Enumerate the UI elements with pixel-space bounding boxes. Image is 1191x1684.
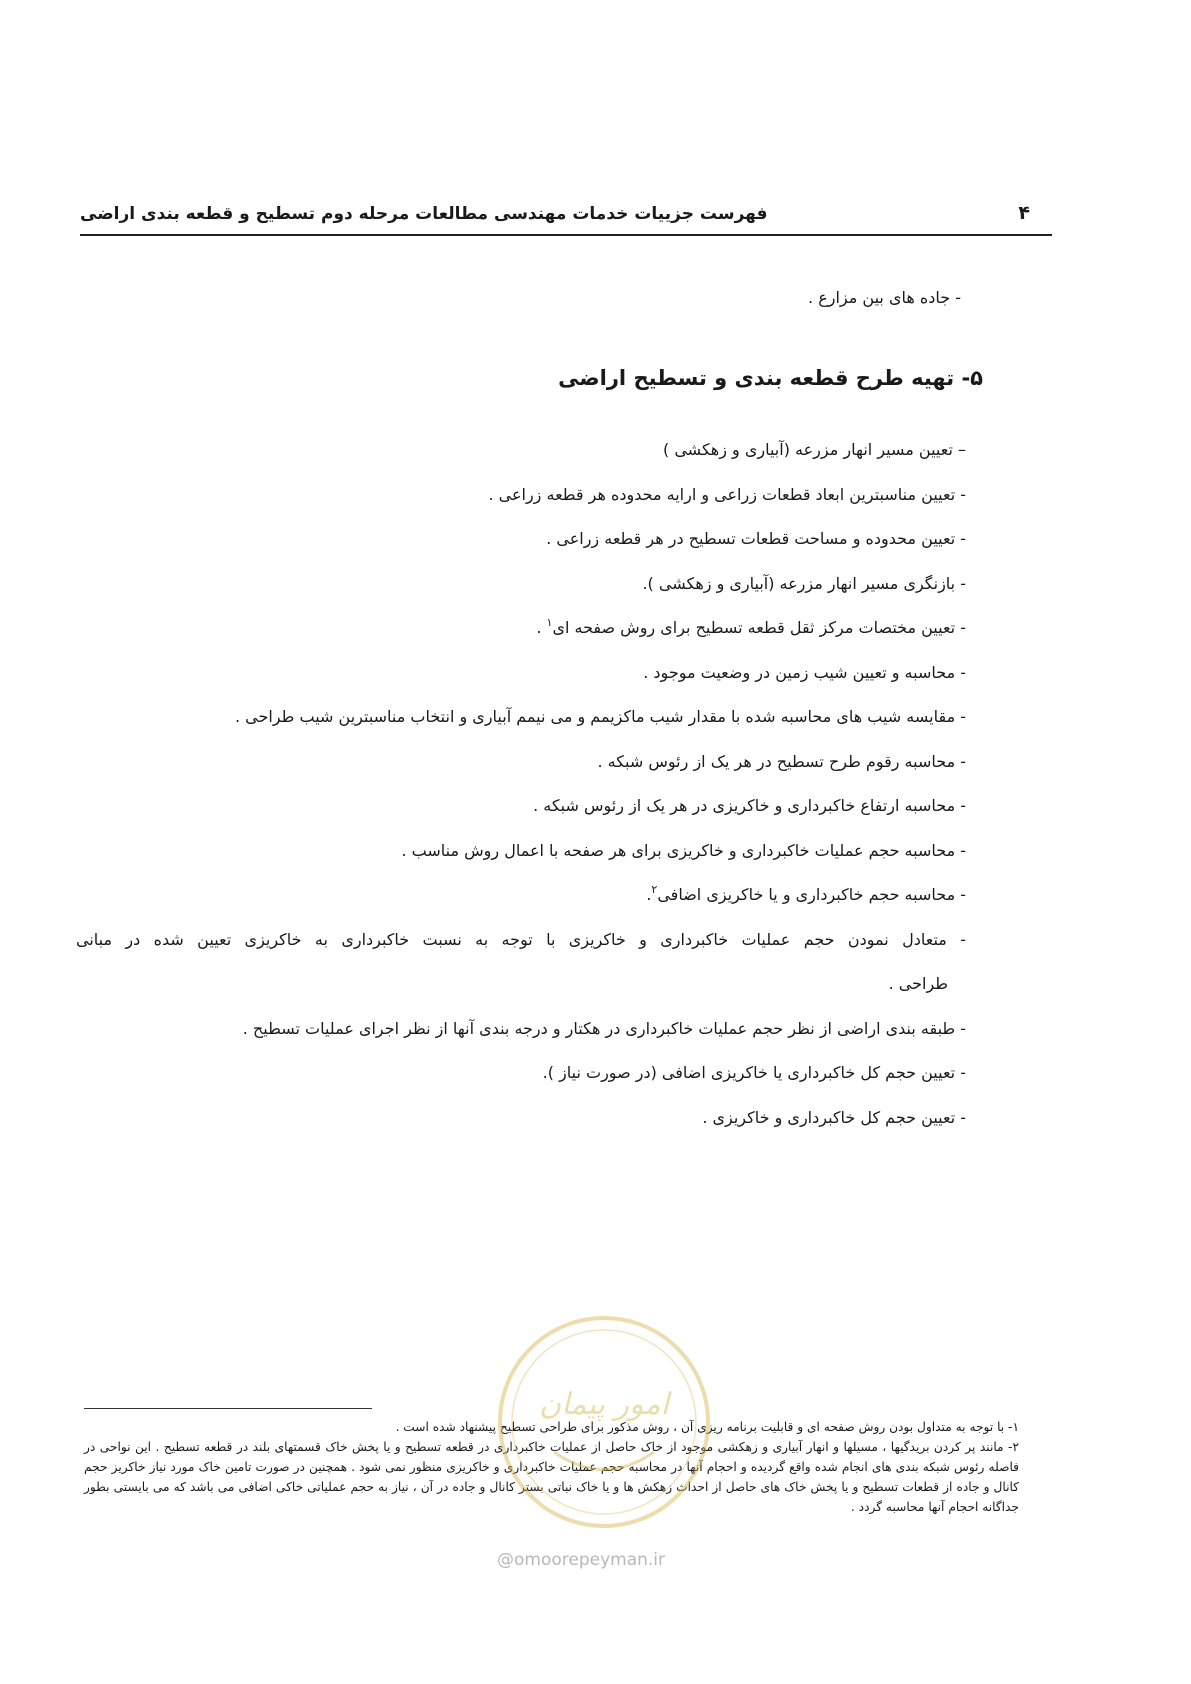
- intro-list-item: - جاده های بین مزارع .: [808, 288, 961, 307]
- list-item-text: - محاسبه و تعیین شیب زمین در وضعیت موجود .: [643, 662, 966, 682]
- section-heading: ۵- تهیه طرح قطعه بندی و تسطیح اراضی: [558, 366, 983, 390]
- list-item: [76, 695, 966, 740]
- list-item: [76, 428, 966, 473]
- list-item: [76, 740, 966, 785]
- list-item-text: - متعادل نمودن حجم عملیات خاکبرداری و خاکریزی با توجه به نسبت خاکبرداری به خاکریزی تعیین شده در مبانی: [76, 929, 966, 949]
- list-item-text: - محاسبه حجم خاکبرداری و یا خاکریزی اضافی: [657, 885, 966, 904]
- page-header: [80, 200, 1052, 236]
- list-item-text: - طبقه بندی اراضی از نظر حجم عملیات خاکبرداری در هکتار و درجه بندی آنها از نظر اجرای عملیات تسطیح .: [242, 1018, 966, 1038]
- list-item: [76, 784, 966, 829]
- list-item-text: - محاسبه حجم عملیات خاکبرداری و خاکریزی برای هر صفحه با اعمال روش مناسب .: [401, 840, 966, 860]
- footnote-separator: [84, 1408, 372, 1409]
- list-item-text-continued: طراحی .: [888, 974, 948, 993]
- watermark-logo-text: امور پیمان: [539, 1387, 669, 1422]
- footnote-1: ١- با توجه به متداول بودن روش صفحه ای و قابلیت برنامه ریزی آن ، روش مذکور برای طراحی تسطیح پیشنهاد شده است .: [395, 1420, 1019, 1434]
- list-item: [76, 473, 966, 518]
- list-item-text: - تعیین حجم کل خاکبرداری و خاکریزی .: [702, 1107, 966, 1127]
- page-number: ۴: [1018, 202, 1030, 224]
- footnote-mark: ١: [546, 616, 553, 629]
- list-item: [76, 562, 966, 607]
- list-item: [76, 918, 966, 1007]
- list-item-text: - محاسبه رقوم طرح تسطیح در هر یک از رئوس شبکه .: [597, 751, 966, 771]
- list-item: [76, 829, 966, 874]
- list-item: [76, 1007, 966, 1052]
- task-list: [76, 428, 966, 1140]
- list-item-text: - تعیین مختصات مرکز ثقل قطعه تسطیح برای روش صفحه ای: [552, 618, 966, 637]
- list-item-text: - محاسبه ارتفاع خاکبرداری و خاکریزی در هر یک از رئوس شبکه .: [533, 796, 966, 815]
- watermark-url: @omoorepeyman.ir: [497, 1550, 666, 1570]
- running-title: فهرست جزییات خدمات مهندسی مطالعات مرحله دوم تسطیح و قطعه بندی اراضی: [80, 204, 768, 224]
- list-item: - تعیین مختصات مرکز ثقل قطعه تسطیح برای روش صفحه ای$^١$ .: [536, 616, 966, 637]
- footnote-2: ٢- مانند پر کردن بریدگیها ، مسیلها و انهار آبیاری و زهکشی موجود از خاک حاصل از عملیات خاکبرداری در قطعه تسطیح و یا پخش خاک قسمتهای بلند در قطعه تسطیح . این نواحی در فاصله رئوس شبکه بندی های انجام شده واقع گردیده و احجام آنها در محاسبه حجم عملیات خاکبرداری و خاکریزی منظور نمی شود . همچنین در صورت تامین خاک مورد نیاز خاکریز حجم کانال و جاده از قطعات تسطیح و یا پخش خاک های حاصل از احداث زهکش ها و یا خاک نباتی بستر کانال و جاده در آن ، نیاز به حجم عملیاتی خاکی اضافی می باشد که می بایستی بطور جداگانه احجام آنها محاسبه گردد .: [84, 1440, 1019, 1514]
- list-item: - محاسبه حجم خاکبرداری و یا خاکریزی اضافی$^٢$.: [646, 883, 966, 904]
- list-item-text: - مقایسه شیب های محاسبه شده با مقدار شیب ماکزیمم و می نیمم آبیاری و انتخاب مناسبترین شیب طراحی .: [235, 707, 966, 726]
- list-item: [76, 517, 966, 562]
- list-item-text: - بازنگری مسیر انهار مزرعه (آبیاری و زهکشی ).: [642, 573, 966, 593]
- list-item: [76, 1096, 966, 1141]
- list-item-text: - تعیین حجم کل خاکبرداری یا خاکریزی اضافی (در صورت نیاز ).: [542, 1063, 966, 1082]
- list-item-text: - تعیین مناسبترین ابعاد قطعات زراعی و ارایه محدوده هر قطعه زراعی .: [488, 484, 966, 504]
- list-item: [76, 1051, 966, 1096]
- footnotes: [84, 1417, 1019, 1517]
- list-item-text: - تعیین محدوده و مساحت قطعات تسطیح در هر قطعه زراعی .: [546, 529, 966, 548]
- list-item: [76, 651, 966, 696]
- list-item-text: – تعیین مسیر انهار مزرعه (آبیاری و زهکشی ): [663, 440, 966, 459]
- footnote-mark: ٢: [651, 883, 658, 896]
